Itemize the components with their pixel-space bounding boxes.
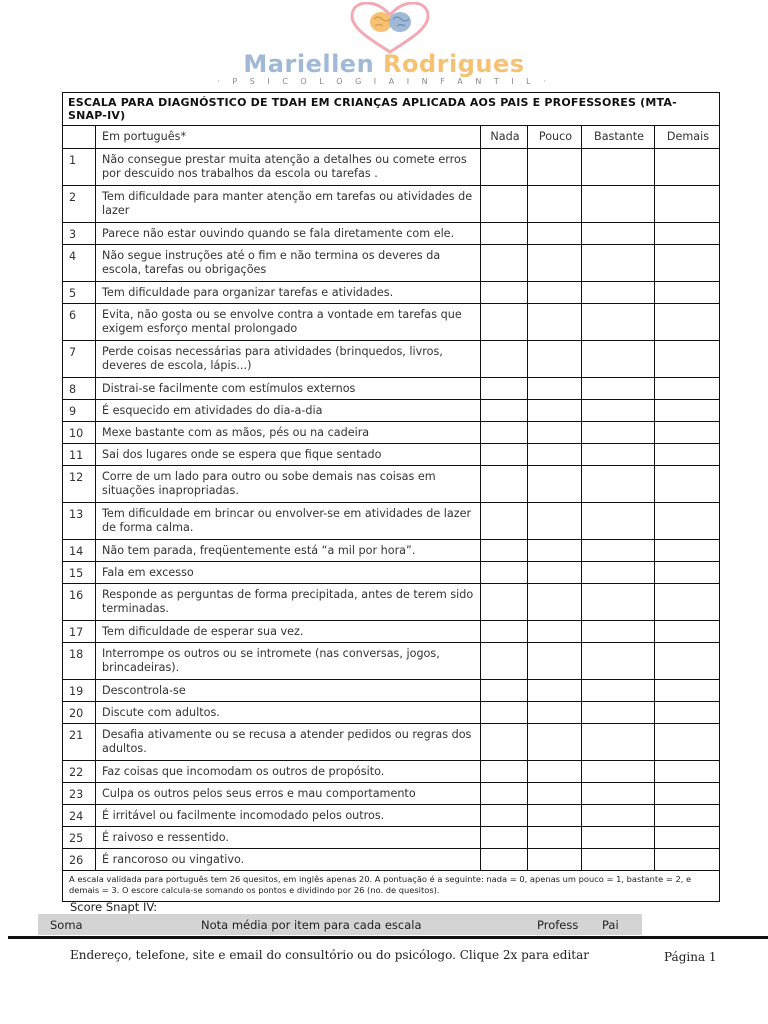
item-number: 2 [63, 186, 96, 223]
answer-cell-bastante[interactable] [582, 724, 655, 761]
table-title: ESCALA PARA DIAGNÓSTICO DE TDAH EM CRIANÇAS APLICADA AOS PAIS E PROFESSORES (MTA-SNAP-IV) [63, 93, 720, 126]
item-text: Interrompe os outros ou se intromete (nas conversas, jogos, brincadeiras). [96, 643, 481, 680]
table-row [63, 584, 720, 621]
item-number: 6 [63, 304, 96, 341]
answer-cell-bastante[interactable] [582, 422, 655, 444]
item-number: 5 [63, 282, 96, 304]
answer-cell-pouco[interactable] [528, 400, 582, 422]
item-text: Tem dificuldade para manter atenção em tarefas ou atividades de lazer [96, 186, 481, 223]
answer-cell-nada[interactable] [481, 400, 528, 422]
item-text: É esquecido em atividades do dia-a-dia [96, 400, 481, 422]
score-profess-label: Profess [537, 918, 579, 932]
answer-cell-nada[interactable] [481, 761, 528, 783]
answer-cell-demais[interactable] [655, 304, 720, 341]
answer-cell-demais[interactable] [655, 466, 720, 503]
item-text: Parece não estar ouvindo quando se fala diretamente com ele. [96, 223, 481, 245]
item-number: 8 [63, 378, 96, 400]
answer-cell-pouco[interactable] [528, 584, 582, 621]
answer-cell-nada[interactable] [481, 643, 528, 680]
answer-cell-nada[interactable] [481, 783, 528, 805]
header-item-label: Em português* [96, 126, 481, 149]
table-row [63, 643, 720, 680]
score-pai-label: Pai [602, 918, 619, 932]
answer-cell-bastante[interactable] [582, 304, 655, 341]
answer-cell-bastante[interactable] [582, 466, 655, 503]
item-text: É irritável ou facilmente incomodado pelos outros. [96, 805, 481, 827]
answer-cell-pouco[interactable] [528, 849, 582, 871]
item-text: Tem dificuldade em brincar ou envolver-se em atividades de lazer de forma calma. [96, 503, 481, 540]
table-row [63, 724, 720, 761]
table-row [63, 761, 720, 783]
answer-cell-demais[interactable] [655, 186, 720, 223]
table-row [63, 304, 720, 341]
item-number: 18 [63, 643, 96, 680]
item-text: Sai dos lugares onde se espera que fique sentado [96, 444, 481, 466]
table-row [63, 149, 720, 186]
answer-cell-bastante[interactable] [582, 702, 655, 724]
answer-cell-nada[interactable] [481, 245, 528, 282]
answer-cell-bastante[interactable] [582, 680, 655, 702]
answer-cell-pouco[interactable] [528, 223, 582, 245]
table-row [63, 223, 720, 245]
answer-cell-demais[interactable] [655, 223, 720, 245]
item-text: Descontrola-se [96, 680, 481, 702]
score-soma-label: Soma [50, 918, 83, 932]
table-note-row [63, 871, 720, 902]
answer-cell-bastante[interactable] [582, 186, 655, 223]
answer-cell-pouco[interactable] [528, 783, 582, 805]
answer-cell-nada[interactable] [481, 584, 528, 621]
answer-cell-nada[interactable] [481, 466, 528, 503]
item-text: Distrai-se facilmente com estímulos externos [96, 378, 481, 400]
answer-cell-demais[interactable] [655, 680, 720, 702]
answer-cell-demais[interactable] [655, 503, 720, 540]
header-option-nada: Nada [481, 126, 528, 149]
item-text: Não segue instruções até o fim e não termina os deveres da escola, tarefas ou obrigações [96, 245, 481, 282]
heart-brain-icon [348, 2, 432, 54]
answer-cell-pouco[interactable] [528, 643, 582, 680]
answer-cell-bastante[interactable] [582, 849, 655, 871]
answer-cell-demais[interactable] [655, 849, 720, 871]
answer-cell-demais[interactable] [655, 702, 720, 724]
answer-cell-bastante[interactable] [582, 245, 655, 282]
item-number: 22 [63, 761, 96, 783]
item-text: Perde coisas necessárias para atividades (brinquedos, livros, deveres de escola, lápis...) [96, 341, 481, 378]
answer-cell-bastante[interactable] [582, 149, 655, 186]
answer-cell-demais[interactable] [655, 341, 720, 378]
answer-cell-demais[interactable] [655, 149, 720, 186]
item-text: É raivoso e ressentido. [96, 827, 481, 849]
answer-cell-demais[interactable] [655, 643, 720, 680]
answer-cell-nada[interactable] [481, 702, 528, 724]
answer-cell-pouco[interactable] [528, 702, 582, 724]
table-row [63, 702, 720, 724]
answer-cell-bastante[interactable] [582, 503, 655, 540]
answer-cell-pouco[interactable] [528, 149, 582, 186]
header-option-demais: Demais [655, 126, 720, 149]
answer-cell-bastante[interactable] [582, 341, 655, 378]
answer-cell-demais[interactable] [655, 827, 720, 849]
answer-cell-pouco[interactable] [528, 724, 582, 761]
score-bar [38, 914, 642, 935]
item-text: Discute com adultos. [96, 702, 481, 724]
table-row [63, 444, 720, 466]
answer-cell-pouco[interactable] [528, 378, 582, 400]
answer-cell-bastante[interactable] [582, 761, 655, 783]
answer-cell-demais[interactable] [655, 584, 720, 621]
answer-cell-pouco[interactable] [528, 422, 582, 444]
table-row [63, 503, 720, 540]
item-text: Tem dificuldade de esperar sua vez. [96, 621, 481, 643]
answer-cell-demais[interactable] [655, 400, 720, 422]
answer-cell-demais[interactable] [655, 621, 720, 643]
table-row [63, 540, 720, 562]
answer-cell-demais[interactable] [655, 761, 720, 783]
answer-cell-nada[interactable] [481, 341, 528, 378]
answer-cell-demais[interactable] [655, 805, 720, 827]
item-number: 13 [63, 503, 96, 540]
answer-cell-pouco[interactable] [528, 827, 582, 849]
table-row [63, 466, 720, 503]
answer-cell-nada[interactable] [481, 724, 528, 761]
answer-cell-nada[interactable] [481, 562, 528, 584]
table-row [63, 400, 720, 422]
item-number: 16 [63, 584, 96, 621]
answer-cell-pouco[interactable] [528, 680, 582, 702]
table-row [63, 422, 720, 444]
item-number: 14 [63, 540, 96, 562]
item-text: Não tem parada, freqüentemente está “a mil por hora”. [96, 540, 481, 562]
item-text: Tem dificuldade para organizar tarefas e atividades. [96, 282, 481, 304]
table-row [63, 378, 720, 400]
answer-cell-bastante[interactable] [582, 643, 655, 680]
answer-cell-nada[interactable] [481, 422, 528, 444]
answer-cell-pouco[interactable] [528, 621, 582, 643]
answer-cell-bastante[interactable] [582, 827, 655, 849]
item-number: 15 [63, 562, 96, 584]
header-option-bastante: Bastante [582, 126, 655, 149]
table-row [63, 245, 720, 282]
footer-contact-text[interactable]: Endereço, telefone, site e email do consultório ou do psicólogo. Clique 2x para editar [70, 948, 589, 962]
item-number: 3 [63, 223, 96, 245]
answer-cell-pouco[interactable] [528, 245, 582, 282]
footer-divider [8, 936, 768, 939]
item-number: 23 [63, 783, 96, 805]
answer-cell-pouco[interactable] [528, 503, 582, 540]
answer-cell-demais[interactable] [655, 444, 720, 466]
item-text: Não consegue prestar muita atenção a detalhes ou comete erros por descuido nos trabalhos da escola ou tarefas . [96, 149, 481, 186]
item-number: 10 [63, 422, 96, 444]
answer-cell-pouco[interactable] [528, 805, 582, 827]
answer-cell-nada[interactable] [481, 444, 528, 466]
item-number: 12 [63, 466, 96, 503]
table-row [63, 680, 720, 702]
answer-cell-demais[interactable] [655, 282, 720, 304]
answer-cell-pouco[interactable] [528, 761, 582, 783]
answer-cell-bastante[interactable] [582, 223, 655, 245]
item-text: Faz coisas que incomodam os outros de propósito. [96, 761, 481, 783]
table-row [63, 805, 720, 827]
item-number: 9 [63, 400, 96, 422]
answer-cell-demais[interactable] [655, 378, 720, 400]
item-number: 26 [63, 849, 96, 871]
table-row [63, 621, 720, 643]
item-text: Corre de um lado para outro ou sobe demais nas coisas em situações inapropriadas. [96, 466, 481, 503]
answer-cell-demais[interactable] [655, 540, 720, 562]
answer-cell-nada[interactable] [481, 503, 528, 540]
table-row [63, 341, 720, 378]
answer-cell-demais[interactable] [655, 422, 720, 444]
item-text: Culpa os outros pelos seus erros e mau comportamento [96, 783, 481, 805]
answer-cell-nada[interactable] [481, 849, 528, 871]
answer-cell-demais[interactable] [655, 783, 720, 805]
item-text: Fala em excesso [96, 562, 481, 584]
answer-cell-nada[interactable] [481, 186, 528, 223]
answer-cell-bastante[interactable] [582, 400, 655, 422]
item-number: 25 [63, 827, 96, 849]
item-text: Evita, não gosta ou se envolve contra a vontade em tarefas que exigem esforço mental prolongado [96, 304, 481, 341]
answer-cell-bastante[interactable] [582, 540, 655, 562]
item-text: Mexe bastante com as mãos, pés ou na cadeira [96, 422, 481, 444]
item-number: 1 [63, 149, 96, 186]
answer-cell-bastante[interactable] [582, 444, 655, 466]
item-number: 7 [63, 341, 96, 378]
answer-cell-bastante[interactable] [582, 805, 655, 827]
answer-cell-nada[interactable] [481, 149, 528, 186]
item-text: Desafia ativamente ou se recusa a atender pedidos ou regras dos adultos. [96, 724, 481, 761]
header-number-cell [63, 126, 96, 149]
answer-cell-nada[interactable] [481, 282, 528, 304]
item-number: 17 [63, 621, 96, 643]
answer-cell-nada[interactable] [481, 805, 528, 827]
answer-cell-bastante[interactable] [582, 562, 655, 584]
table-title-row [63, 93, 720, 126]
answer-cell-nada[interactable] [481, 304, 528, 341]
answer-cell-nada[interactable] [481, 540, 528, 562]
item-number: 20 [63, 702, 96, 724]
answer-cell-bastante[interactable] [582, 282, 655, 304]
table-header-row [63, 126, 720, 149]
score-nota-label: Nota média por item para cada escala [201, 918, 422, 932]
answer-cell-nada[interactable] [481, 680, 528, 702]
logo-wordmark [0, 50, 768, 78]
score-label: Score Snapt IV: [70, 900, 158, 914]
answer-cell-pouco[interactable] [528, 562, 582, 584]
answer-cell-pouco[interactable] [528, 540, 582, 562]
answer-cell-demais[interactable] [655, 724, 720, 761]
answer-cell-pouco[interactable] [528, 466, 582, 503]
item-text: Responde as perguntas de forma precipitada, antes de terem sido terminadas. [96, 584, 481, 621]
answer-cell-nada[interactable] [481, 378, 528, 400]
item-number: 11 [63, 444, 96, 466]
item-number: 21 [63, 724, 96, 761]
answer-cell-pouco[interactable] [528, 304, 582, 341]
page-number: Página 1 [664, 950, 717, 964]
answer-cell-pouco[interactable] [528, 444, 582, 466]
answer-cell-demais[interactable] [655, 245, 720, 282]
answer-cell-nada[interactable] [481, 621, 528, 643]
answer-cell-demais[interactable] [655, 562, 720, 584]
answer-cell-bastante[interactable] [582, 584, 655, 621]
table-row [63, 186, 720, 223]
header-option-pouco: Pouco [528, 126, 582, 149]
logo-name-last: Rodrigues [383, 50, 525, 78]
logo [0, 0, 768, 90]
table-row [63, 783, 720, 805]
answer-cell-bastante[interactable] [582, 783, 655, 805]
table-row [63, 827, 720, 849]
item-number: 19 [63, 680, 96, 702]
snap-iv-table [62, 92, 720, 902]
answer-cell-nada[interactable] [481, 827, 528, 849]
table-row [63, 849, 720, 871]
answer-cell-pouco[interactable] [528, 186, 582, 223]
logo-name-first: Mariellen [243, 50, 375, 78]
item-number: 24 [63, 805, 96, 827]
logo-subtitle: · P S I C O L O G I A I N F A N T I L · [217, 77, 551, 86]
answer-cell-nada[interactable] [481, 223, 528, 245]
answer-cell-pouco[interactable] [528, 341, 582, 378]
answer-cell-pouco[interactable] [528, 282, 582, 304]
answer-cell-bastante[interactable] [582, 378, 655, 400]
scoring-note: A escala validada para português tem 26 quesitos, em inglês apenas 20. A pontuação é a seguinte: nada = 0, apenas um pouco = 1, bastante = 2, e demais = 3. O escore calcula-se somando os pontos e dividindo por 26 (no. de quesitos). [63, 871, 720, 902]
answer-cell-bastante[interactable] [582, 621, 655, 643]
item-number: 4 [63, 245, 96, 282]
item-text: É rancoroso ou vingativo. [96, 849, 481, 871]
table-row [63, 562, 720, 584]
table-row [63, 282, 720, 304]
